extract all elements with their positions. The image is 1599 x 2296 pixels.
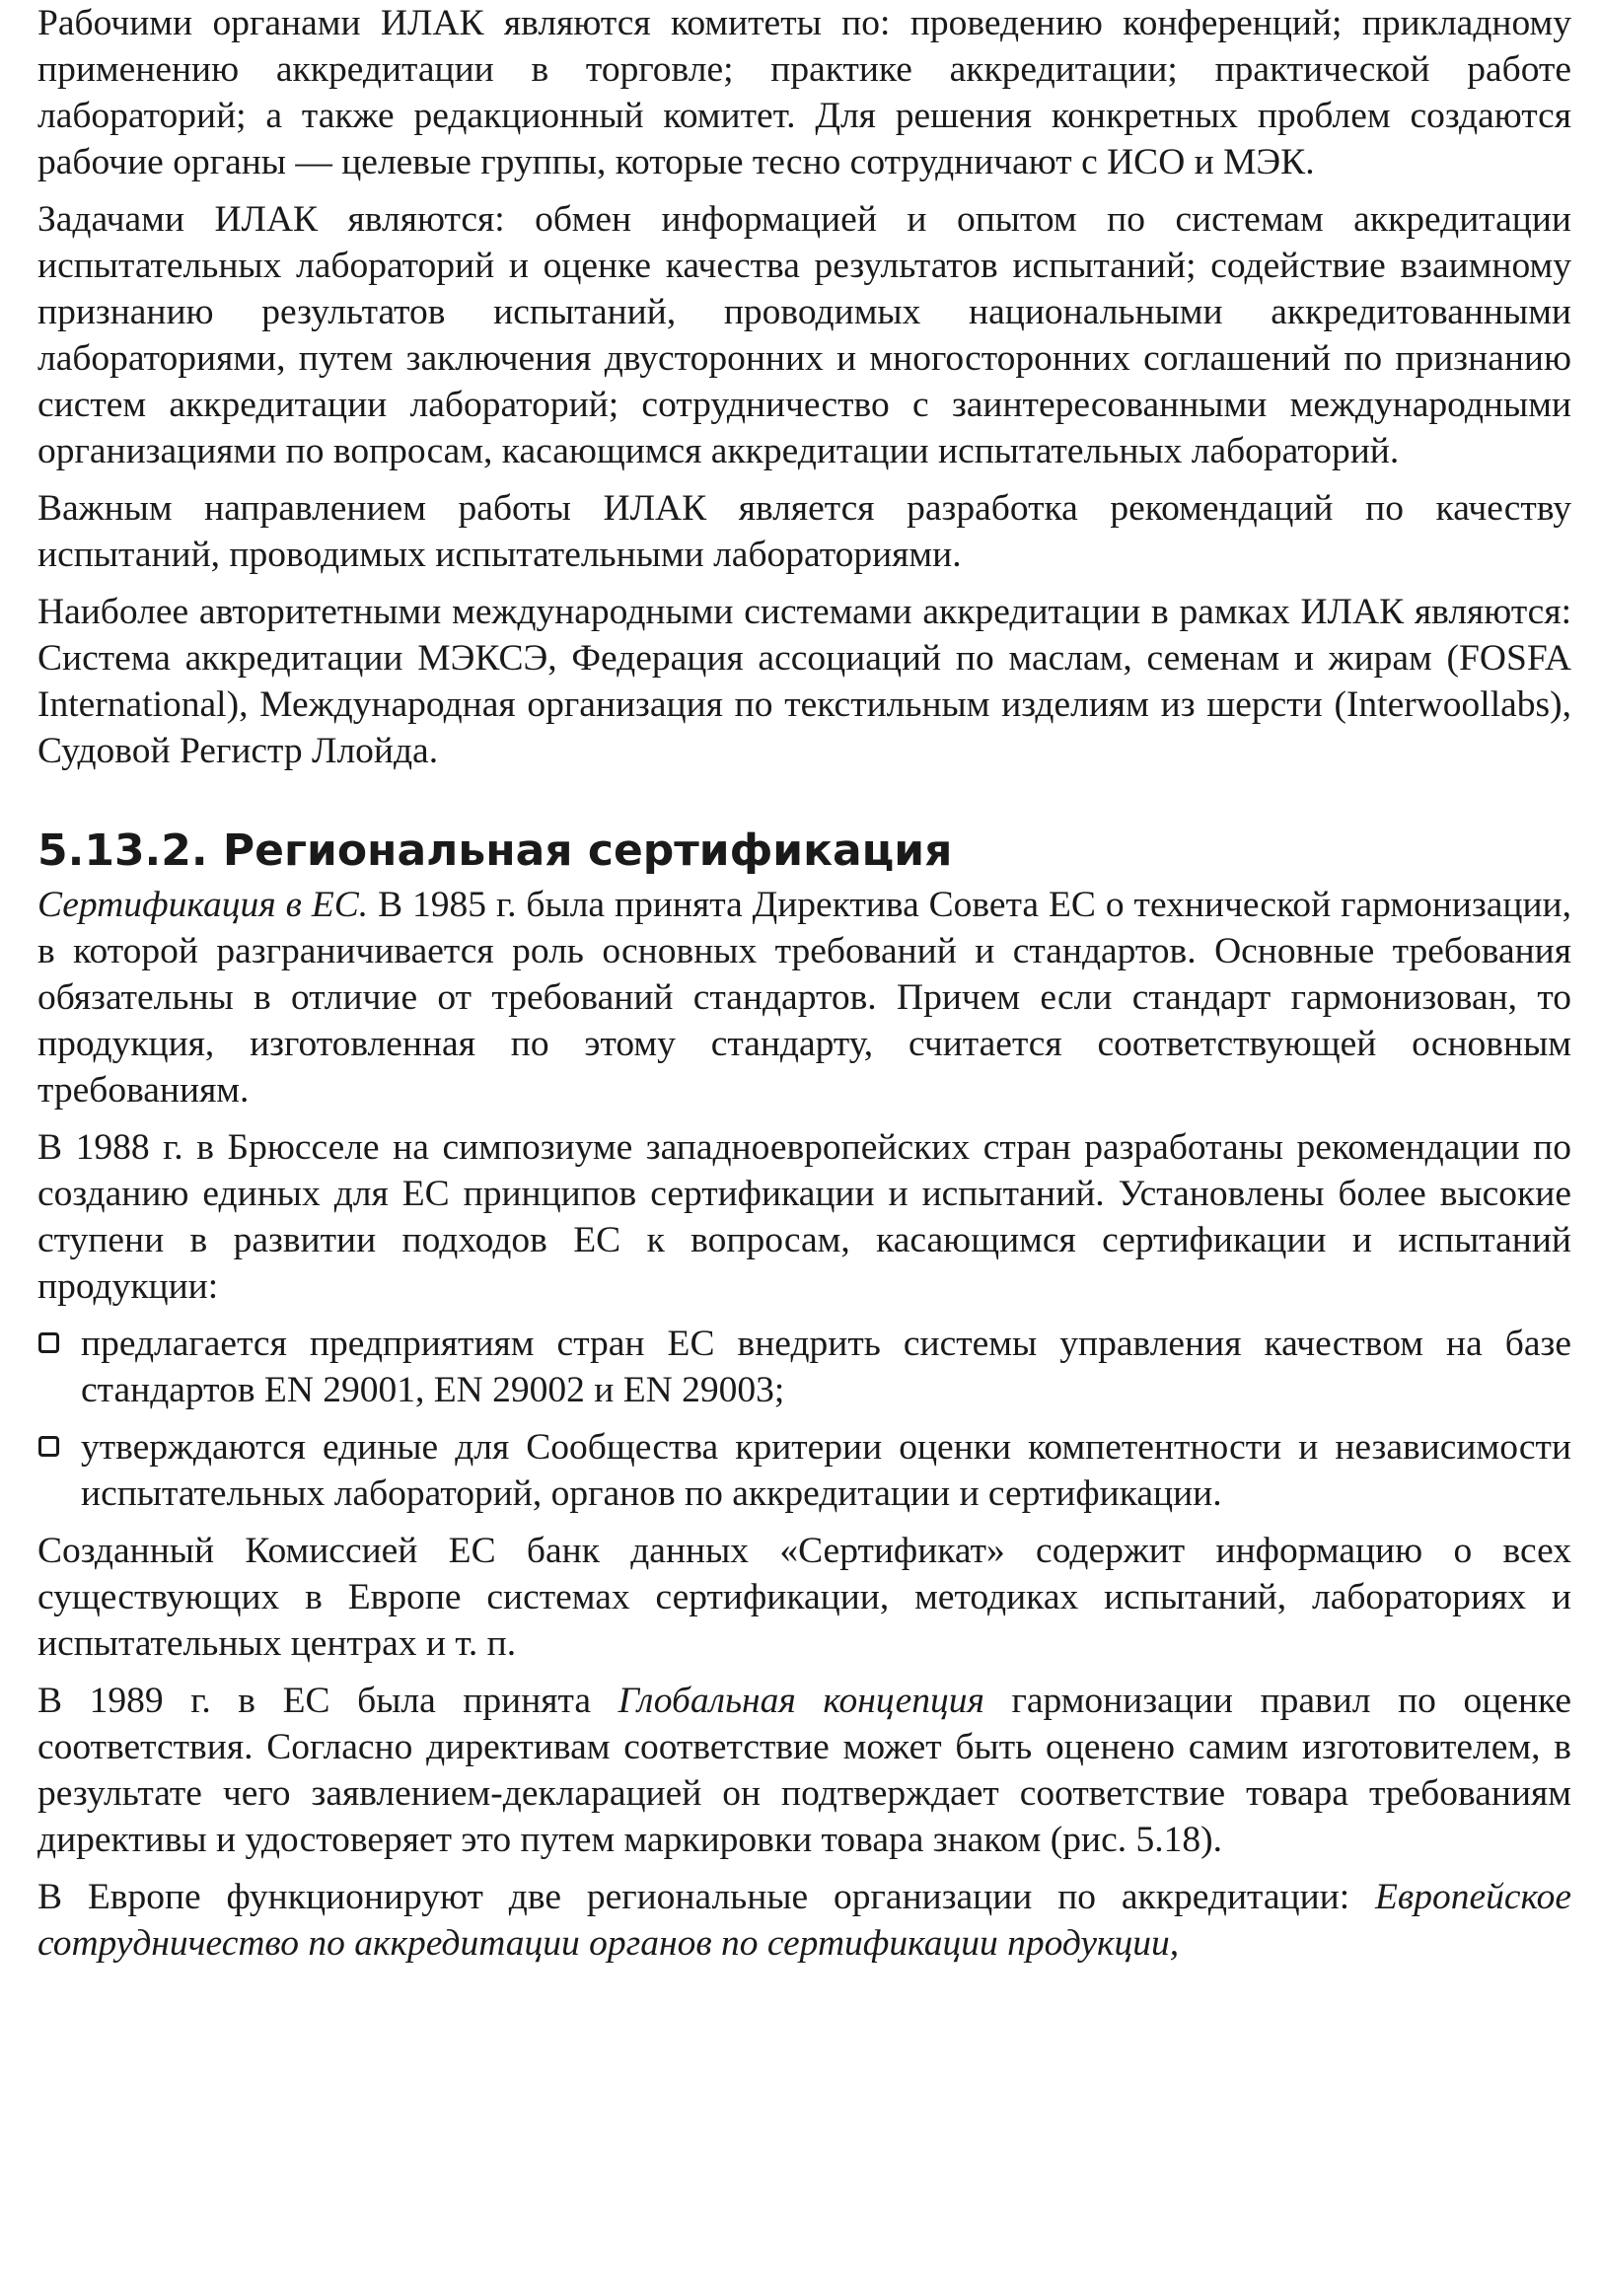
paragraph-ilac-recommendations: Важным направлением работы ИЛАК является разработка рекомендаций по качеству испытаний, проводимых испытательными лабораториями. <box>37 488 1571 575</box>
list-item-text: предлагается предприятиям стран ЕС внедрить системы управления качеством на базе стандартов EN 29001, EN 29002 и EN 29003; <box>81 1324 1571 1410</box>
bullet-list <box>37 1321 1571 1517</box>
paragraph-global-concept <box>37 1678 1571 1863</box>
checkbox-bullet-icon <box>38 1332 59 1353</box>
section-heading: 5.13.2. Региональная сертификация <box>37 825 953 876</box>
list-item <box>37 1321 1571 1413</box>
paragraph-eu-certification <box>37 882 1571 1113</box>
list-item-text: утверждаются единые для Сообщества критерии оценки компетентности и независимости испытательных лабораторий, органов по аккредитации и сертификации. <box>81 1427 1571 1514</box>
paragraph-regional-organizations <box>37 1874 1571 1967</box>
paragraph-brussels-1988: В 1988 г. в Брюсселе на симпозиуме западноевропейских стран разработаны рекомендации по созданию единых для ЕС принципов сертификации и испытаний. Установлены более высокие ступени в развитии подходов ЕС к вопросам, касающимся сертификации и испытаний продукции: <box>37 1127 1571 1307</box>
paragraph-ilac-tasks: Задачами ИЛАК являются: обмен информацией и опытом по системам аккредитации испытательных лабораторий и оценке качества результатов испытаний; содействие взаимному признанию результатов испытаний, проводимых национальными аккредитованными лабораториями, путем заключения двусторонних и многосторонних соглашений по признанию систем аккредитации лабораторий; сотрудничество с заинтересованными международными организациями по вопросам, касающимся аккредитации испытательных лабораторий. <box>37 199 1571 471</box>
paragraph-text: гармонизации правил по оценке соответствия. Согласно директивам соответствие может быть оценено самим изготовителем, в результате чего заявлением-декларацией он подтверждает соответствие товара требованиям директивы и удостоверяет это путем маркировки товара знаком (рис. 5.18). <box>37 1681 1571 1860</box>
list-item <box>37 1424 1571 1517</box>
paragraph-certificate-database: Созданный Комиссией ЕС банк данных «Сертификат» содержит информацию о всех существующих в Европе системах сертификации, методиках испытаний, лабораториях и испытательных центрах и т. п. <box>37 1531 1571 1664</box>
paragraph-lead-italic: Сертификация в ЕС. <box>37 885 369 925</box>
paragraph-italic-term: Европейское сотрудничество по аккредитации органов по сертификации продукции, <box>37 1877 1571 1964</box>
paragraph-text: В 1985 г. была принята Директива Совета ЕС о технической гармонизации, в которой разграничивается роль основных требований и стандартов. Основные требования обязательны в отличие от требований стандартов. Причем если стандарт гармонизован, то продукция, изготовленная по этому стандарту, считается соответствующей основным требованиям. <box>37 885 1572 1111</box>
checkbox-bullet-icon <box>38 1436 59 1457</box>
paragraph-text: В 1989 г. в ЕС была принята <box>37 1681 618 1721</box>
paragraph-text: В Европе функционируют две региональные организации по аккредитации: <box>37 1877 1376 1917</box>
paragraph-ilac-bodies: Рабочими органами ИЛАК являются комитеты по: проведению конференций; прикладному применению аккредитации в торговле; практике аккредитации; практической работе лабораторий; а также редакционный комитет. Для решения конкретных проблем создаются рабочие органы — целевые группы, которые тесно сотрудничают с ИСО и МЭК. <box>37 3 1571 182</box>
paragraph-ilac-systems: Наиболее авторитетными международными системами аккредитации в рамках ИЛАК являются: Система аккредитации МЭКСЭ, Федерация ассоциаций по маслам, семенам и жирам (FOSFA International), Международная организация по текстильным изделиям из шерсти (Interwoollabs), Судовой Регистр Ллойда. <box>37 592 1571 771</box>
paragraph-italic-term: Глобальная концепция <box>618 1681 984 1721</box>
